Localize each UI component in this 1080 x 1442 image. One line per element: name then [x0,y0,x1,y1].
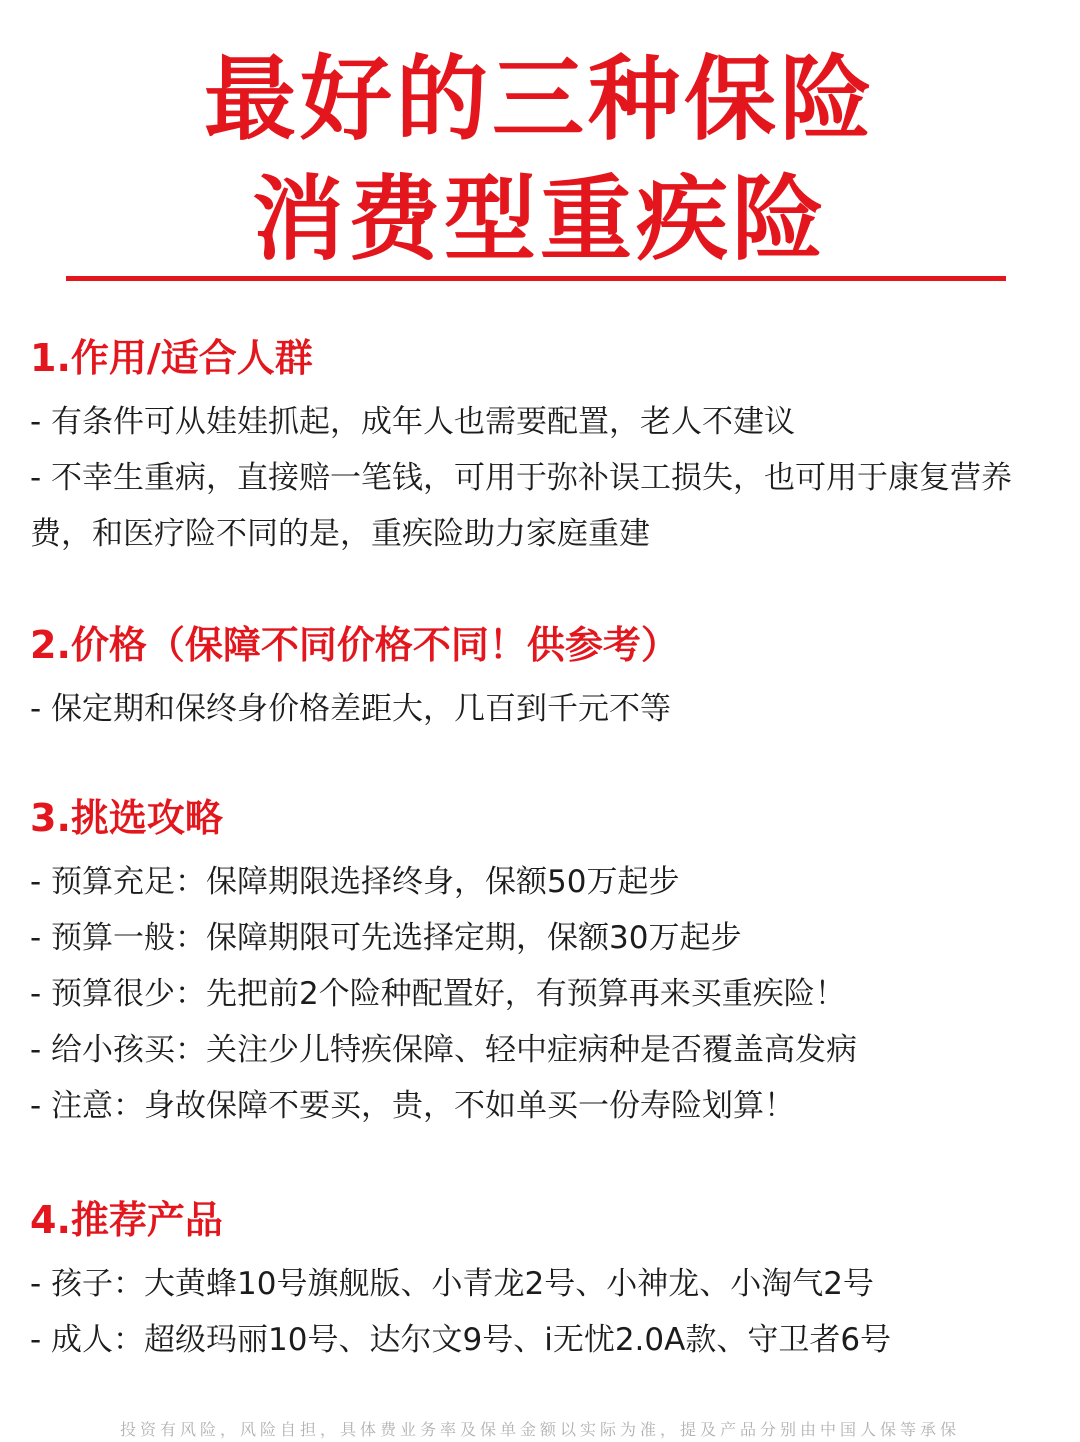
section-heading: 1.作用/适合人群 [30,336,313,380]
footer-disclaimer: 投资有风险，风险自担，具体费业务率及保单金额以实际为准，提及产品分别由中国人保等承保 [119,1420,960,1439]
page-title-line-1: 最好的三种保险 [203,46,876,153]
section-heading: 2.价格（保障不同价格不同！供参考） [30,623,679,667]
list-item: - 预算一般：保障期限可先选择定期，保额30万起步 [30,920,742,956]
page-title-line-2: 消费型重疾险 [251,166,828,273]
list-item: - 保定期和保终身价格差距大，几百到千元不等 [30,691,672,727]
list-item: - 不幸生重病，直接赔一笔钱，可用于弥补误工损失，也可用于康复营养费，和医疗险不同的是，重疾险助力家庭重建 [30,460,1013,552]
title-block [0,40,1080,280]
title-divider [66,276,1006,281]
section-price [30,617,1060,737]
list-item: - 预算很少：先把前2个险种配置好，有预算再来买重疾险！ [30,976,846,1012]
section-strategy [30,790,1060,1134]
section-heading: 4.推荐产品 [30,1198,223,1242]
list-item: - 孩子：大黄蜂10号旗舰版、小青龙2号、小神龙、小淘气2号 [30,1266,874,1302]
list-item: - 有条件可从娃娃抓起，成年人也需要配置，老人不建议 [30,404,796,440]
list-item: - 给小孩买：关注少儿特疾保障、轻中症病种是否覆盖高发病 [30,1032,858,1068]
section-heading: 3.挑选攻略 [30,796,223,840]
section-products [30,1192,1060,1368]
list-item: - 预算充足：保障期限选择终身，保额50万起步 [30,864,680,900]
list-item: - 注意：身故保障不要买，贵，不如单买一份寿险划算！ [30,1088,796,1124]
list-item: - 成人：超级玛丽10号、达尔文9号、i无忧2.0A款、守卫者6号 [30,1322,892,1358]
section-purpose [30,330,1060,562]
